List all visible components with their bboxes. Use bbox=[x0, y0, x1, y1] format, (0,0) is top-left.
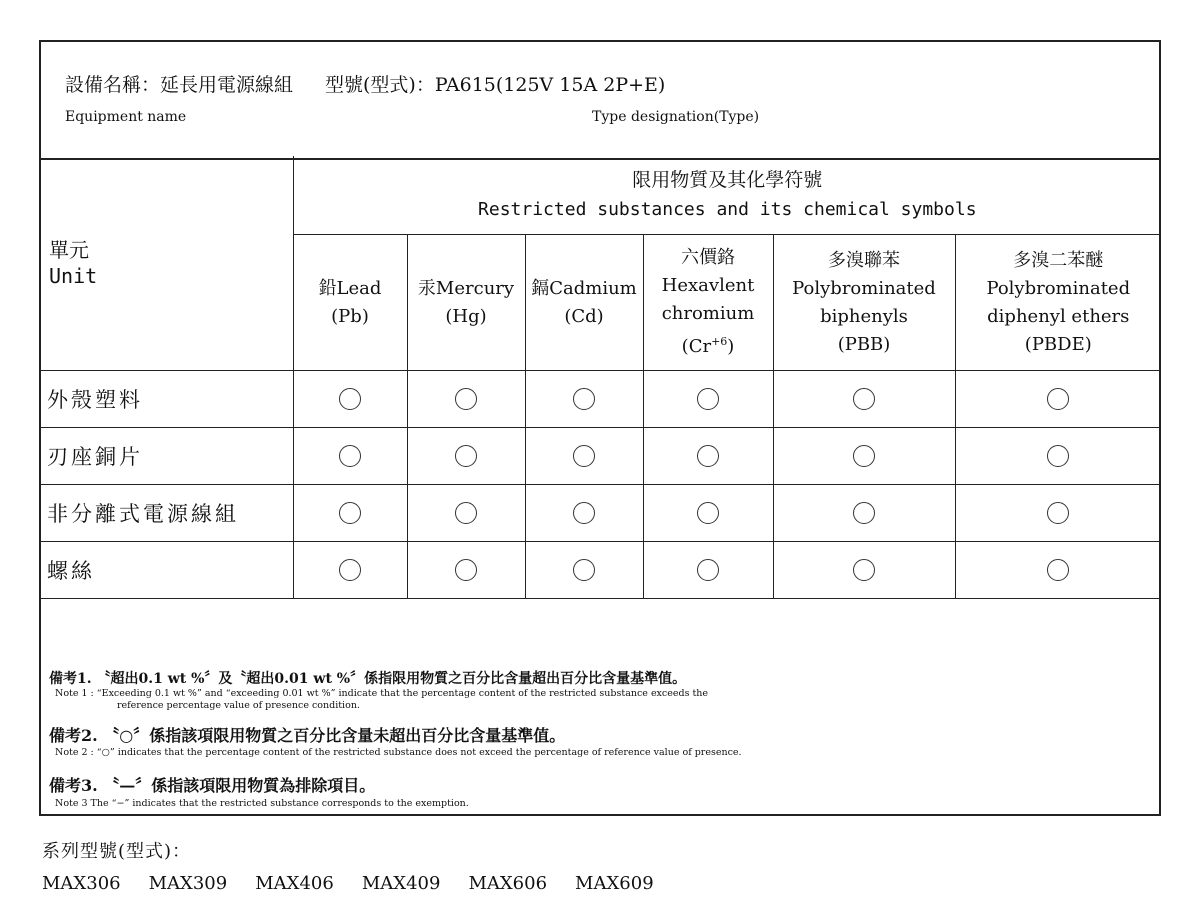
restricted-substances-table bbox=[41, 156, 1161, 599]
mark-cell bbox=[773, 542, 955, 599]
model-item: MAX409 bbox=[361, 873, 441, 894]
mark-cell bbox=[407, 542, 525, 599]
table-row bbox=[41, 542, 1161, 599]
mark-cell bbox=[643, 542, 773, 599]
col-pbde-zh: 多溴二苯醚 bbox=[1013, 249, 1104, 271]
col-mercury bbox=[407, 235, 525, 371]
circle-icon bbox=[339, 559, 361, 581]
equipment-name-zh: 設備名稱：延長用電源線組 bbox=[65, 74, 294, 96]
mark-cell bbox=[525, 371, 643, 428]
circle-icon bbox=[455, 388, 477, 410]
series-models-list bbox=[42, 873, 682, 894]
circle-icon bbox=[573, 445, 595, 467]
circle-icon bbox=[455, 445, 477, 467]
col-hexavalent-chromium bbox=[643, 235, 773, 371]
type-designation-en: Type designation(Type) bbox=[592, 109, 760, 125]
circle-icon bbox=[1047, 388, 1069, 410]
col-cadmium bbox=[525, 235, 643, 371]
part-name: 非分離式電源線組 bbox=[41, 485, 293, 542]
col-lead-name: 鉛Lead bbox=[318, 277, 382, 299]
circle-icon bbox=[853, 559, 875, 581]
unit-label-zh: 單元 bbox=[49, 238, 89, 262]
rohs-declaration-frame bbox=[39, 40, 1161, 816]
model-item: MAX306 bbox=[42, 873, 121, 894]
circle-icon bbox=[697, 559, 719, 581]
mark-cell bbox=[773, 485, 955, 542]
mark-cell bbox=[407, 428, 525, 485]
col-pbde-en2: diphenyl ethers bbox=[987, 305, 1130, 327]
mark-cell bbox=[643, 485, 773, 542]
col-cadmium-symbol: (Cd) bbox=[564, 305, 604, 327]
mark-cell bbox=[955, 428, 1161, 485]
mark-cell bbox=[525, 485, 643, 542]
col-pbde bbox=[955, 235, 1161, 371]
table-row bbox=[41, 485, 1161, 542]
mark-cell bbox=[293, 542, 407, 599]
equipment-line-zh bbox=[65, 70, 665, 97]
circle-icon bbox=[573, 388, 595, 410]
note1-en-cont: reference percentage value of presence condition. bbox=[117, 700, 360, 711]
col-lead bbox=[293, 235, 407, 371]
part-name: 刃座銅片 bbox=[41, 428, 293, 485]
mark-cell bbox=[407, 371, 525, 428]
circle-icon bbox=[697, 388, 719, 410]
circle-icon bbox=[697, 445, 719, 467]
circle-icon bbox=[339, 445, 361, 467]
note1-en: Note 1 : “Exceeding 0.1 wt %” and “exceeding 0.01 wt %” indicate that the percentage content of the restricted substance exceeds the bbox=[55, 688, 709, 699]
col-cadmium-name: 鎘Cadmium bbox=[531, 277, 637, 299]
mark-cell bbox=[643, 371, 773, 428]
col-cr6-symbol bbox=[644, 328, 773, 361]
circle-icon bbox=[573, 502, 595, 524]
model-item: MAX309 bbox=[148, 873, 228, 894]
circle-icon bbox=[853, 445, 875, 467]
table-row bbox=[41, 428, 1161, 485]
mark-cell bbox=[773, 428, 955, 485]
col-cr6-zh: 六價鉻 bbox=[681, 247, 735, 268]
col-mercury-symbol: (Hg) bbox=[445, 305, 487, 327]
note1-zh: 備考1. 〝超出0.1 wt %〞及〝超出0.01 wt %〞係指限用物質之百分比含量超出百分比含量基準值。 bbox=[49, 671, 687, 687]
restricted-substances-header bbox=[293, 156, 1161, 235]
col-pbde-en1: Polybrominated bbox=[986, 277, 1131, 299]
mark-cell bbox=[293, 485, 407, 542]
note3-en: Note 3 The “−” indicates that the restricted substance corresponds to the exemption. bbox=[55, 798, 469, 809]
table-row bbox=[41, 371, 1161, 428]
col-pbb-en1: Polybrominated bbox=[792, 277, 936, 299]
series-models-title: 系列型號(型式)： bbox=[42, 841, 192, 862]
mark-cell bbox=[293, 428, 407, 485]
unit-label-en: Unit bbox=[49, 264, 98, 288]
equipment-header bbox=[41, 42, 1159, 160]
unit-header bbox=[41, 156, 293, 371]
circle-icon bbox=[853, 502, 875, 524]
mark-cell bbox=[643, 428, 773, 485]
mark-cell bbox=[955, 542, 1161, 599]
circle-icon bbox=[455, 559, 477, 581]
circle-icon bbox=[339, 502, 361, 524]
restricted-header-zh: 限用物質及其化學符號 bbox=[632, 169, 823, 191]
col-mercury-name: 汞Mercury bbox=[417, 277, 515, 299]
circle-icon bbox=[573, 559, 595, 581]
note2-en: Note 2 : “○” indicates that the percentage content of the restricted substance does not exceed the percentage of reference value of presence. bbox=[55, 747, 742, 758]
mark-cell bbox=[955, 371, 1161, 428]
col-pbb-en2: biphenyls bbox=[820, 305, 908, 327]
circle-icon bbox=[697, 502, 719, 524]
model-item: MAX609 bbox=[575, 873, 654, 894]
part-name: 外殼塑料 bbox=[41, 371, 293, 428]
circle-icon bbox=[853, 388, 875, 410]
equipment-name-en: Equipment name bbox=[65, 109, 187, 125]
circle-icon bbox=[1047, 445, 1069, 467]
circle-icon bbox=[1047, 559, 1069, 581]
col-cr6-en2: chromium bbox=[661, 303, 755, 324]
mark-cell bbox=[407, 485, 525, 542]
col-pbb-zh: 多溴聯苯 bbox=[828, 249, 900, 271]
col-lead-symbol: (Pb) bbox=[331, 305, 369, 327]
restricted-header-en: Restricted substances and its chemical symbols bbox=[478, 199, 977, 220]
circle-icon bbox=[339, 388, 361, 410]
col-cr6-symbol-sup: +6 bbox=[711, 335, 728, 348]
col-pbde-symbol: (PBDE) bbox=[1024, 333, 1092, 355]
mark-cell bbox=[525, 542, 643, 599]
note3-zh: 備考3. 〝—〞係指該項限用物質為排除項目。 bbox=[49, 776, 376, 795]
mark-cell bbox=[293, 371, 407, 428]
part-name: 螺絲 bbox=[41, 542, 293, 599]
mark-cell bbox=[773, 371, 955, 428]
model-item: MAX406 bbox=[255, 873, 334, 894]
col-pbb bbox=[773, 235, 955, 371]
col-cr6-en1: Hexavlent bbox=[661, 275, 755, 296]
model-item: MAX606 bbox=[468, 873, 548, 894]
type-designation-zh: 型號(型式)：PA615(125V 15A 2P+E) bbox=[325, 74, 666, 96]
note2-zh: 備考2. 〝○〞係指該項限用物質之百分比含量未超出百分比含量基準值。 bbox=[49, 726, 566, 745]
col-cr6-symbol-end: ) bbox=[727, 336, 735, 357]
mark-cell bbox=[525, 428, 643, 485]
col-cr6-symbol-base: (Cr bbox=[681, 336, 712, 357]
col-pbb-symbol: (PBB) bbox=[837, 333, 891, 355]
circle-icon bbox=[1047, 502, 1069, 524]
circle-icon bbox=[455, 502, 477, 524]
mark-cell bbox=[955, 485, 1161, 542]
